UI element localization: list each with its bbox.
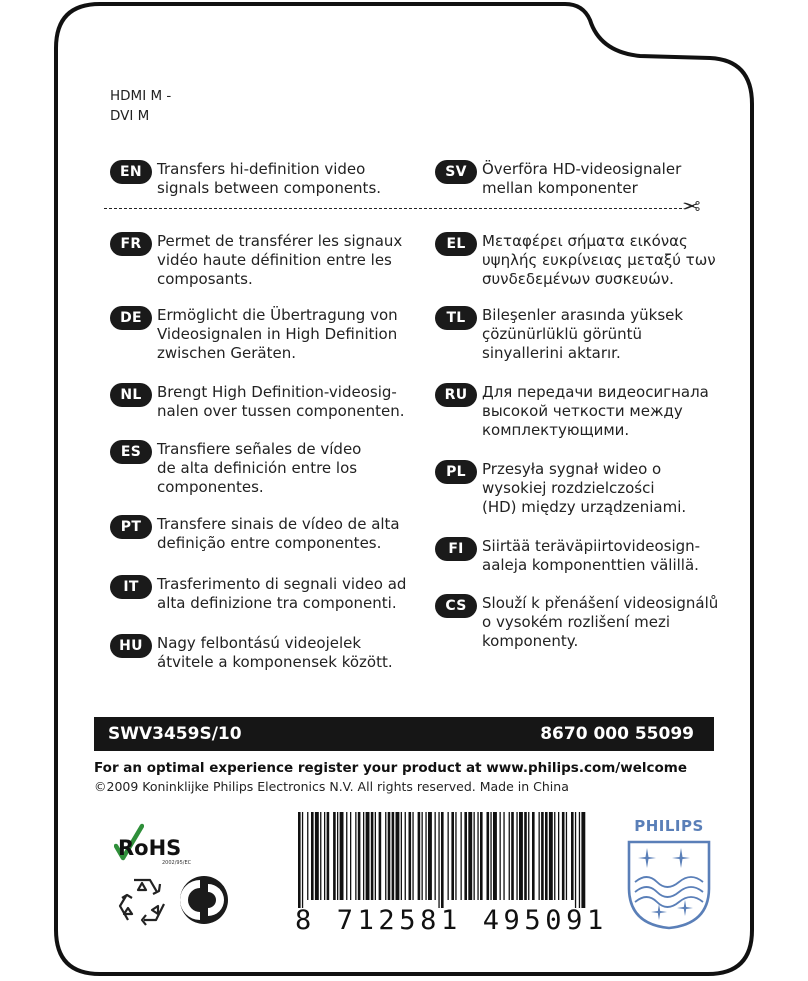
barcode-bar bbox=[461, 812, 462, 900]
code-bar bbox=[94, 717, 714, 751]
barcode-bar bbox=[307, 812, 308, 900]
barcode-bar bbox=[558, 812, 559, 900]
lang-text-fr: Permet de transférer les signaux vidéo haute définition entre les composants. bbox=[157, 232, 403, 288]
barcode-bar bbox=[516, 812, 517, 900]
lang-badge-nl: NL bbox=[110, 383, 152, 407]
lang-text-el: Μεταφέρει σήματα εικόνας υψηλής ευκρίνειας μεταξύ των συνδεδεμένων συσκευών. bbox=[482, 232, 716, 288]
barcode-bar bbox=[579, 812, 580, 908]
barcode-bar bbox=[340, 812, 344, 900]
lang-text-tl: Bileşenler arasında yüksek çözünürlüklü görüntü sinyallerini aktarır. bbox=[482, 306, 684, 362]
barcode-bar bbox=[474, 812, 475, 900]
lang-text-ru: Для передачи видеосигнала высокой четкости между комплектующими. bbox=[482, 383, 709, 439]
model-number: SWV3459S/10 bbox=[108, 724, 242, 744]
barcode-bar bbox=[358, 812, 361, 900]
barcode-bar bbox=[412, 812, 413, 900]
barcode-bar bbox=[441, 812, 444, 908]
barcode-bar bbox=[468, 812, 472, 900]
lang-badge-cs: CS bbox=[435, 594, 477, 618]
barcode-bar bbox=[388, 812, 391, 900]
product-type-line1: HDMI M - bbox=[110, 88, 172, 104]
barcode-bar bbox=[355, 812, 356, 900]
barcode-bar bbox=[385, 812, 386, 900]
lang-el bbox=[435, 232, 716, 289]
barcode-bar bbox=[346, 812, 347, 900]
lang-it bbox=[110, 575, 406, 613]
philips-shield-logo bbox=[625, 838, 713, 930]
lang-badge-pl: PL bbox=[435, 460, 477, 484]
recycle-icon bbox=[112, 874, 172, 928]
barcode-bar bbox=[422, 812, 423, 900]
lang-fi bbox=[435, 537, 700, 575]
barcode-bar bbox=[509, 812, 510, 900]
lang-badge-sv: SV bbox=[435, 160, 477, 184]
lang-badge-pt: PT bbox=[110, 515, 152, 539]
lang-text-en: Transfers hi-definition video signals between components. bbox=[157, 160, 382, 197]
lang-badge-fr: FR bbox=[110, 232, 152, 256]
lang-text-sv: Överföra HD-videosignaler mellan komponenter bbox=[482, 160, 682, 197]
barcode-bar bbox=[519, 812, 523, 900]
barcode-bar bbox=[392, 812, 395, 900]
barcode-bar bbox=[371, 812, 374, 900]
copyright-text: ©2009 Koninklijke Philips Electronics N.V. All rights reserved. Made in China bbox=[94, 779, 569, 794]
lang-badge-hu: HU bbox=[110, 634, 152, 658]
barcode-bar bbox=[425, 812, 426, 900]
lang-text-hu: Nagy felbontású videojelek átvitele a komponensek között. bbox=[157, 634, 393, 671]
barcode-digits: 8 712581 495091 bbox=[295, 905, 608, 936]
product-type bbox=[110, 86, 171, 126]
barcode-bar bbox=[327, 812, 330, 900]
barcode-bar bbox=[302, 812, 303, 908]
lang-pl bbox=[435, 460, 686, 517]
barcode-bar bbox=[571, 812, 574, 900]
barcode-bar bbox=[545, 812, 548, 900]
lang-badge-el: EL bbox=[435, 232, 477, 256]
registration-text: For an optimal experience register your product at www.philips.com/welcome bbox=[94, 760, 687, 776]
barcode-bar bbox=[539, 812, 540, 900]
barcode-bar bbox=[524, 812, 527, 900]
rohs-sub: 2002/95/EC bbox=[162, 860, 192, 866]
barcode-bar bbox=[503, 812, 504, 900]
barcode-bar bbox=[487, 812, 490, 900]
lang-text-pt: Transfere sinais de vídeo de alta definição entre componentes. bbox=[157, 515, 400, 552]
product-type-line2: DVI M bbox=[110, 108, 150, 124]
barcode-bar bbox=[401, 812, 402, 900]
barcode-bar bbox=[409, 812, 412, 900]
barcode-bar bbox=[451, 812, 454, 900]
barcode-bar bbox=[511, 812, 514, 900]
lang-de bbox=[110, 306, 398, 363]
brand-name: PHILIPS bbox=[634, 817, 704, 835]
barcode bbox=[296, 812, 586, 908]
scissors-icon: ✂ bbox=[682, 195, 701, 220]
lang-hu bbox=[110, 634, 393, 672]
barcode-bar bbox=[455, 812, 456, 900]
lang-badge-fi: FI bbox=[435, 537, 477, 561]
barcode-bar bbox=[528, 812, 529, 900]
barcode-bar bbox=[418, 812, 421, 900]
lang-pt bbox=[110, 515, 400, 553]
barcode-bar bbox=[363, 812, 364, 900]
lang-en bbox=[110, 160, 381, 198]
barcode-bar bbox=[477, 812, 478, 900]
lang-ru bbox=[435, 383, 709, 440]
barcode-bar bbox=[562, 812, 565, 900]
lang-text-es: Transfiere señales de vídeo de alta definición entre los componentes. bbox=[157, 440, 362, 496]
lang-text-fi: Siirtää teräväpiirtovideosign- aaleja komponenttien välillä. bbox=[482, 537, 701, 574]
barcode-bar bbox=[490, 812, 491, 900]
lang-cs bbox=[435, 594, 718, 651]
barcode-bar bbox=[324, 812, 325, 900]
lang-badge-it: IT bbox=[110, 575, 152, 599]
lang-text-it: Trasferimento di segnali video ad alta definizione tra componenti. bbox=[157, 575, 407, 612]
barcode-bar bbox=[396, 812, 400, 900]
barcode-bar bbox=[311, 812, 314, 900]
rohs-label: RoHS bbox=[118, 836, 182, 860]
barcode-bar bbox=[464, 812, 467, 900]
lang-fr bbox=[110, 232, 402, 289]
lang-badge-en: EN bbox=[110, 160, 152, 184]
barcode-bar bbox=[337, 812, 338, 900]
lang-es bbox=[110, 440, 361, 497]
barcode-bar bbox=[575, 812, 576, 908]
barcode-bar bbox=[532, 812, 535, 900]
lang-tl bbox=[435, 306, 683, 363]
barcode-bar bbox=[320, 812, 321, 900]
barcode-bar bbox=[581, 812, 585, 908]
barcode-bar bbox=[438, 812, 439, 908]
green-dot-icon bbox=[178, 874, 230, 926]
lang-badge-es: ES bbox=[110, 440, 152, 464]
lang-badge-tl: TL bbox=[435, 306, 477, 330]
barcode-bar bbox=[428, 812, 432, 900]
barcode-bar bbox=[379, 812, 382, 900]
barcode-bar bbox=[333, 812, 336, 900]
barcode-bar bbox=[493, 812, 497, 900]
lang-nl bbox=[110, 383, 404, 421]
barcode-bar bbox=[554, 812, 555, 900]
lang-text-nl: Brengt High Definition-videosig- nalen over tussen componenten. bbox=[157, 383, 405, 420]
lang-badge-de: DE bbox=[110, 306, 152, 330]
barcode-bar bbox=[500, 812, 501, 900]
barcode-bar bbox=[350, 812, 351, 900]
barcode-bar bbox=[375, 812, 376, 900]
lang-sv bbox=[435, 160, 681, 198]
barcode-bar bbox=[541, 812, 544, 900]
barcode-bar bbox=[315, 812, 319, 900]
barcode-bar bbox=[480, 812, 483, 900]
barcode-bar bbox=[298, 812, 301, 908]
barcode-bar bbox=[448, 812, 449, 900]
lang-text-pl: Przesyła sygnał wideo o wysokiej rozdzielczości (HD) między urządzeniami. bbox=[482, 460, 687, 516]
barcode-bar bbox=[435, 812, 436, 900]
barcode-bar bbox=[549, 812, 553, 900]
product-code: 8670 000 55099 bbox=[540, 724, 694, 744]
cut-line bbox=[104, 208, 682, 209]
rohs-logo bbox=[110, 822, 220, 868]
lang-text-de: Ermöglicht die Übertragung von Videosignalen in High Definition zwischen Geräten. bbox=[157, 306, 398, 362]
lang-text-cs: Slouží k přenášení videosignálů o vysokém rozlišení mezi komponenty. bbox=[482, 594, 719, 650]
lang-badge-ru: RU bbox=[435, 383, 477, 407]
barcode-bar bbox=[405, 812, 406, 900]
barcode-bar bbox=[366, 812, 370, 900]
barcode-bar bbox=[566, 812, 567, 900]
